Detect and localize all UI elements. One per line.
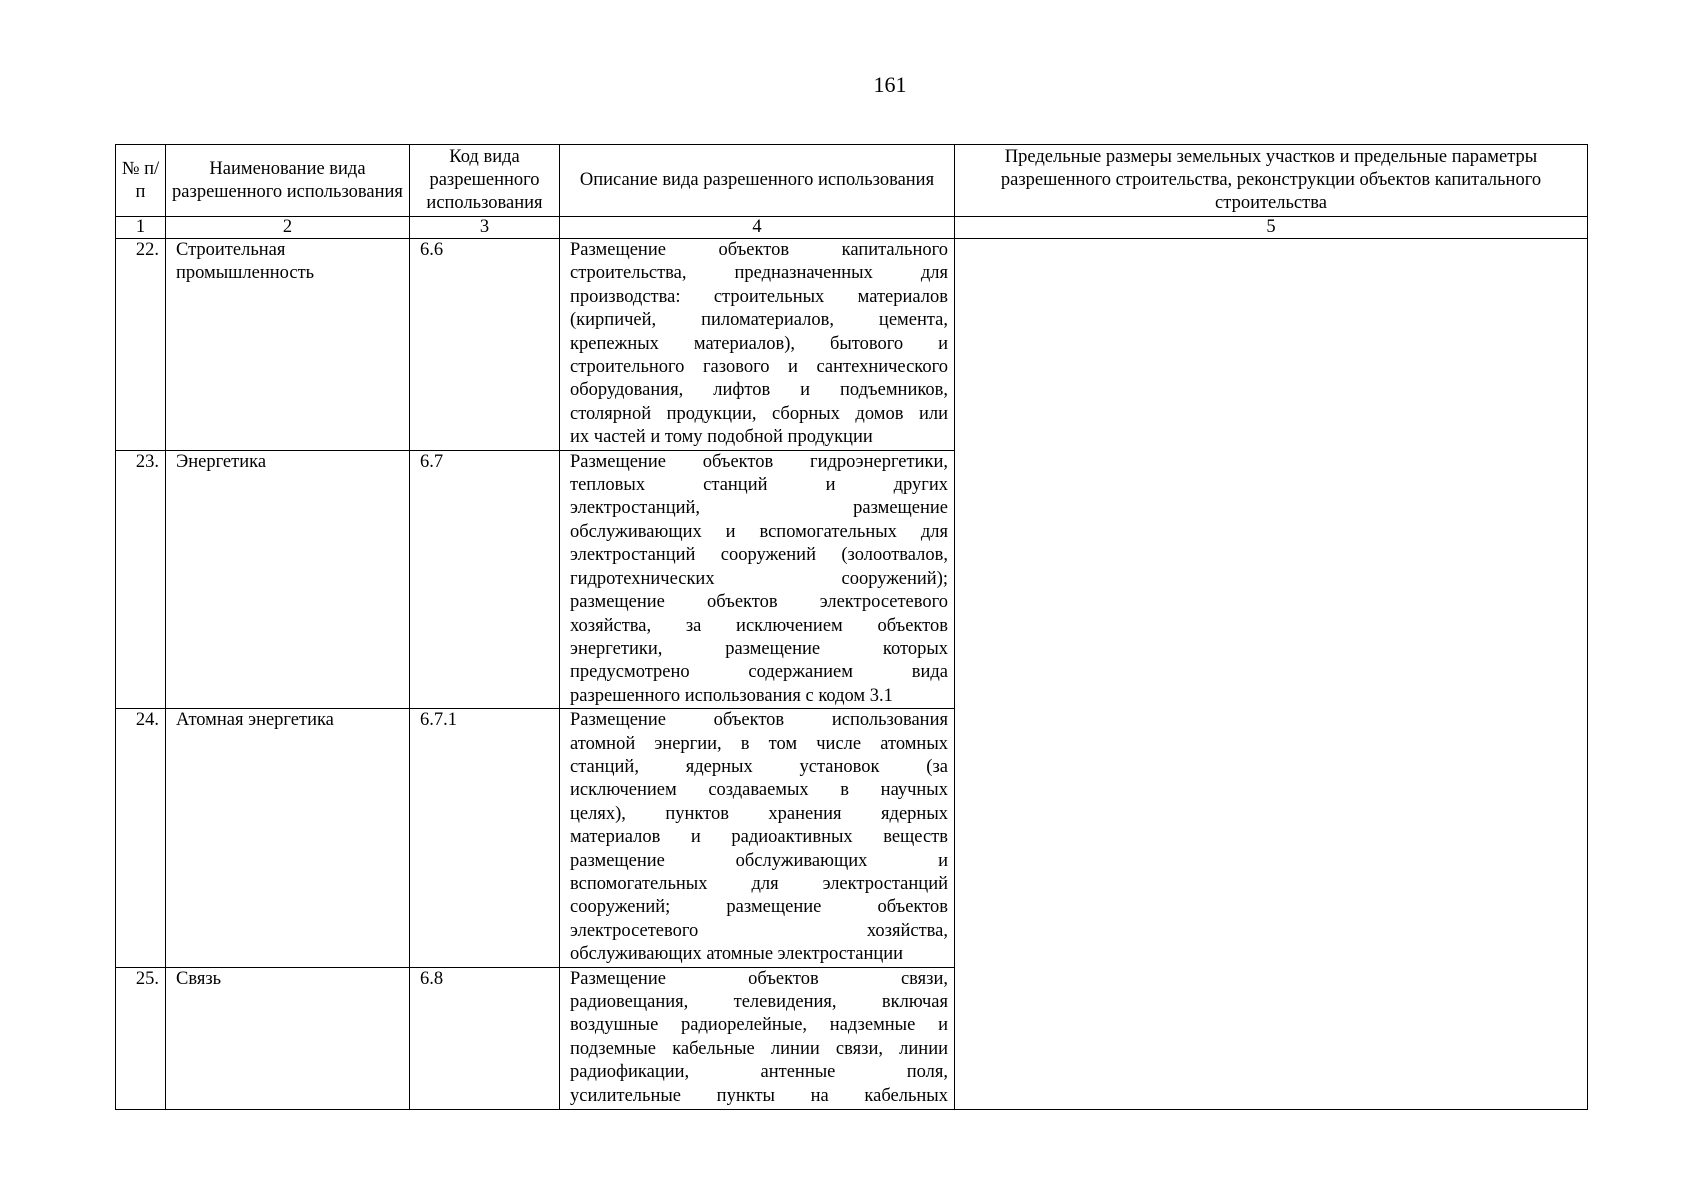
column-number-4: 4 <box>560 217 955 239</box>
column-number-2: 2 <box>166 217 410 239</box>
description-line: столярной продукции, сборных домов или <box>570 403 948 424</box>
row-name: Атомная энергетика <box>166 709 410 967</box>
description-line: Размещение объектов гидроэнергетики, <box>570 451 948 472</box>
column-number-1: 1 <box>116 217 166 239</box>
description-line: крепежных материалов), бытового и <box>570 333 948 354</box>
description-line: строительного газового и сантехнического <box>570 357 948 378</box>
row-num: 25. <box>116 967 166 1109</box>
description-line: радиовещания, телевидения, включая <box>570 992 948 1012</box>
description-line: производства: строительных материалов <box>570 286 948 307</box>
description-line: оборудования, лифтов и подъемников, <box>570 380 948 401</box>
row-code: 6.6 <box>410 239 560 451</box>
row-description <box>560 239 955 451</box>
header-num: № п/п <box>116 145 166 217</box>
row-name: Строительная промышленность <box>166 239 410 451</box>
description-line: размещение обслуживающих и <box>570 850 948 871</box>
description-line: хозяйства, за исключением объектов <box>570 615 948 636</box>
description-line: усилительные пункты на кабельных <box>570 1085 948 1106</box>
description-line: обслуживающих атомные электростанции <box>570 944 904 965</box>
description-line: энергетики, размещение которых <box>570 638 948 659</box>
row-code: 6.8 <box>410 967 560 1109</box>
row-description <box>560 709 955 967</box>
column-number-3: 3 <box>410 217 560 239</box>
description-line: разрешенного использования с кодом 3.1 <box>570 685 893 706</box>
description-line: гидротехнических сооружений); <box>570 568 948 589</box>
row-code: 6.7.1 <box>410 709 560 967</box>
row-num: 24. <box>116 709 166 967</box>
row-name: Связь <box>166 967 410 1109</box>
description-line: размещение объектов электросетевого <box>570 592 948 613</box>
description-line: электросетевого хозяйства, <box>570 920 948 941</box>
row-num: 23. <box>116 450 166 708</box>
description-line: исключением создаваемых в научных <box>570 780 948 801</box>
description-line: целях), пунктов хранения ядерных <box>570 803 948 824</box>
description-line: воздушные радиорелейные, надземные и <box>570 1015 948 1036</box>
description-line: Размещение объектов капитального <box>570 240 948 260</box>
header-description: Описание вида разрешенного использования <box>560 145 955 217</box>
row-description <box>560 967 955 1109</box>
description-line: их частей и тому подобной продукции <box>570 427 873 448</box>
description-line: Размещение объектов использования <box>570 710 948 731</box>
row-num: 22. <box>116 239 166 451</box>
table-row <box>116 239 1588 451</box>
header-params: Предельные размеры земельных участков и предельные параметры разрешенного строительства, реконструкции объектов капитального строительства <box>955 145 1588 217</box>
header-code: Код вида разрешенного использования <box>410 145 560 217</box>
description-line: тепловых станций и других <box>570 475 948 496</box>
header-name: Наименование вида разрешенного использования <box>166 145 410 217</box>
permitted-use-table <box>115 144 1588 1110</box>
description-line: строительства, предназначенных для <box>570 263 948 284</box>
page-number: 161 <box>873 72 907 97</box>
description-line: атомной энергии, в том числе атомных <box>570 733 948 754</box>
params-cell <box>955 239 1588 1110</box>
description-line: подземные кабельные линии связи, линии <box>570 1038 948 1059</box>
row-description <box>560 450 955 708</box>
row-name: Энергетика <box>166 450 410 708</box>
description-line: электростанций, размещение <box>570 498 948 519</box>
description-line: вспомогательных для электростанций <box>570 873 948 894</box>
description-line: материалов и радиоактивных веществ <box>570 827 948 848</box>
description-line: электростанций сооружений (золоотвалов, <box>570 545 948 566</box>
description-line: (кирпичей, пиломатериалов, цемента, <box>570 310 948 331</box>
description-line: предусмотрено содержанием вида <box>570 662 948 683</box>
row-code: 6.7 <box>410 450 560 708</box>
description-line: обслуживающих и вспомогательных для <box>570 521 948 542</box>
description-line: сооружений; размещение объектов <box>570 897 948 918</box>
description-line: Размещение объектов связи, <box>570 968 948 989</box>
description-line: станций, ядерных установок (за <box>570 756 948 777</box>
description-line: радиофикации, антенные поля, <box>570 1062 948 1083</box>
column-number-5: 5 <box>955 217 1588 239</box>
